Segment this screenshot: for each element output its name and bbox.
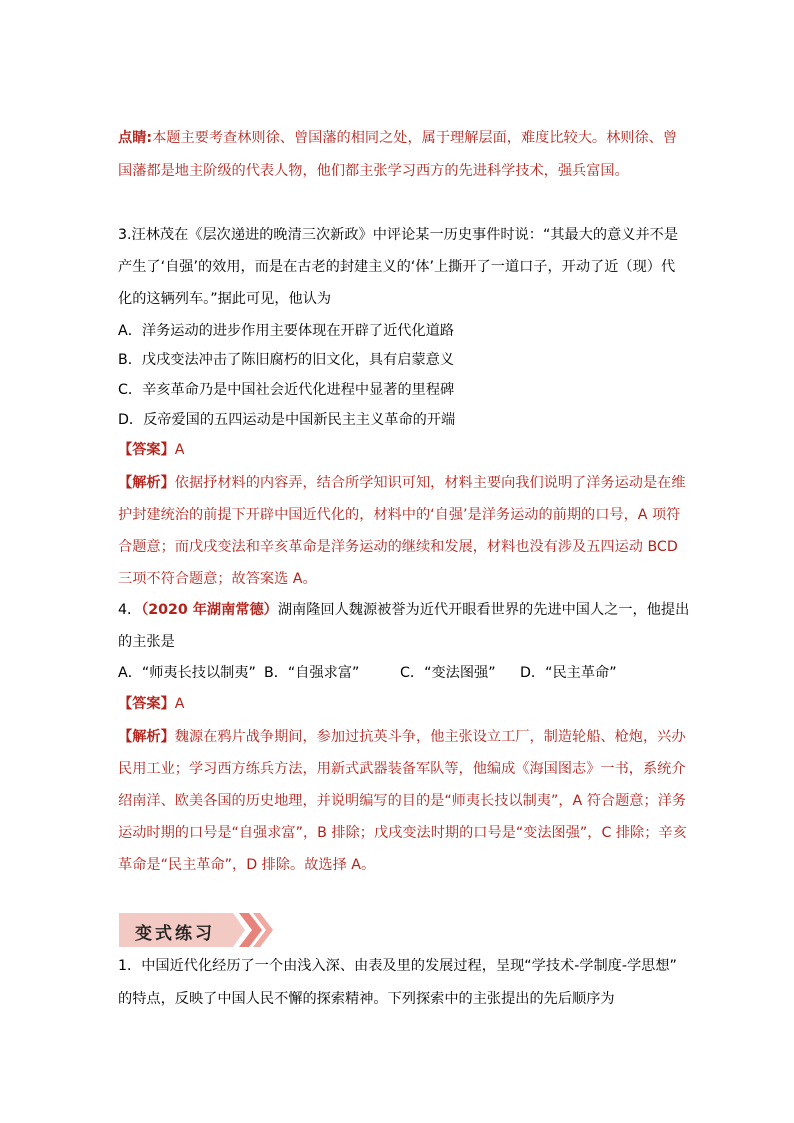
q3-answer (118, 440, 184, 460)
dianjing-line-1 (118, 128, 677, 148)
dianjing-line-2: 国藩都是地主阶级的代表人物，他们都主张学习西方的先进科学技术，强兵富国。 (118, 163, 629, 179)
q3-analysis-line-2: 护封建统治的前提下开辟中国近代化的，材料中的‘自强’是洋务运动的前期的口号，A 项符 (118, 507, 681, 523)
dianjing-text-1: 本题主要考查林则徐、曾国藩的相同之处，属于理解层面，难度比较大。林则徐、曾 (152, 130, 678, 146)
q4-number: 4． (118, 602, 142, 618)
q4-analysis-line-4: 运动时期的口号是“自强求富”，B 排除；戊戌变法时期的口号是“变法图强”，C 排除；辛亥 (118, 825, 687, 841)
q3-analysis-line-1 (118, 473, 686, 493)
p1-line-1: 1．中国近代化经历了一个由浅入深、由表及里的发展过程，呈现“学技术-学制度-学思想” (118, 958, 677, 974)
q4-stem-line-1 (118, 600, 689, 620)
q4-analysis-text-1: 魏源在鸦片战争期间，参加过抗英斗争，他主张设立工厂，制造轮船、枪炮，兴办 (174, 729, 686, 745)
q4-option-a: A．“师夷长技以制夷” (118, 665, 256, 681)
q4-answer-value: A (174, 696, 185, 712)
q3-stem-line-2: 产生了‘自强’的效用，而是在古老的封建主义的‘体’上撕开了一道口子，开动了近（现）代 (118, 259, 676, 275)
q4-options-row (118, 663, 617, 683)
q3-stem-line-3: 化的这辆列车。”据此可见，他认为 (118, 291, 332, 307)
q4-stem-line-2: 的主张是 (118, 634, 175, 650)
q4-analysis-line-5: 革命是“民主革命”，D 排除。故选择 A。 (118, 857, 376, 873)
q4-option-d: D．“民主革命” (520, 665, 617, 681)
q4-option-c: C．“变法图强” (400, 665, 496, 681)
section-banner (119, 911, 275, 949)
dianjing-label: 点睛: (118, 130, 153, 146)
q4-option-b: B．“自强求富” (264, 665, 360, 681)
q3-analysis-line-4: 三项不符合题意；故答案选 A。 (118, 571, 317, 587)
p1-line-2: 的特点，反映了中国人民不懈的探索精神。下列探索中的主张提出的先后顺序为 (118, 991, 615, 1007)
q3-option-a: A．洋务运动的进步作用主要体现在开辟了近代化道路 (118, 323, 455, 339)
q4-answer (118, 694, 184, 714)
q4-analysis-line-3: 绍南洋、欧美各国的历史地理，并说明编写的目的是“师夷长技以制夷”，A 符合题意；洋务 (118, 793, 687, 809)
section-title: 变式练习 (135, 924, 215, 944)
q4-stem-text-1: 湖南隆回人魏源被誉为近代开眼看世界的先进中国人之一，他提出 (277, 602, 690, 618)
q3-stem-line-1: 3.汪林茂在《层次递进的晚清三次新政》中评论某一历史事件时说：“其最大的意义并不是 (118, 227, 679, 243)
q4-analysis-line-1 (118, 727, 686, 747)
q4-answer-label: 【答案】 (118, 696, 175, 712)
q4-source: （2020 年湖南常德） (141, 602, 278, 618)
q3-answer-label: 【答案】 (118, 442, 175, 458)
q3-answer-value: A (174, 442, 185, 458)
q3-analysis-label: 【解析】 (118, 475, 175, 491)
q3-option-d: D．反帝爱国的五四运动是中国新民主主义革命的开端 (118, 412, 456, 428)
q3-option-b: B．戊戌变法冲击了陈旧腐朽的旧文化，具有启蒙意义 (118, 352, 455, 368)
q3-option-c: C．辛亥革命乃是中国社会近代化进程中显著的里程碑 (118, 382, 455, 398)
q4-analysis-label: 【解析】 (118, 729, 175, 745)
q3-analysis-text-1: 依据抒材料的内容弄，结合所学知识可知，材料主要向我们说明了洋务运动是在维 (174, 475, 686, 491)
q4-analysis-line-2: 民用工业；学习西方练兵方法，用新式武器装备军队等，他编成《海国图志》一书，系统介 (118, 761, 686, 777)
q3-analysis-line-3: 合题意；而戊戌变法和辛亥革命是洋务运动的继续和发展，材料也没有涉及五四运动 BCD (118, 539, 678, 555)
